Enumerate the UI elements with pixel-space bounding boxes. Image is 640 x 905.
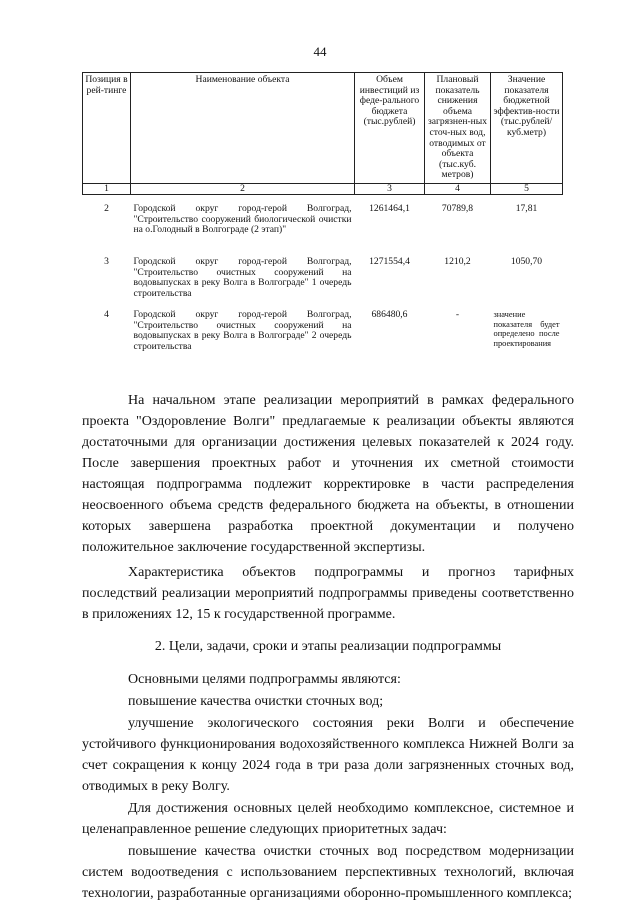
row-efficiency: значение показателя будет определено после проектирования bbox=[493, 309, 560, 348]
row-position: 2 bbox=[104, 202, 109, 214]
row-efficiency: 17,81 bbox=[515, 202, 538, 214]
row-investment: 1261464,1 bbox=[369, 202, 410, 214]
column-number: 5 bbox=[491, 183, 563, 194]
table-row bbox=[83, 194, 563, 248]
table-row bbox=[83, 301, 563, 354]
paragraph-goal-2: улучшение экологического состояния реки Волги и обеспечение устойчивого функционирования водохозяйственного комплекса Нижней Волги за счет сокращения к концу 2024 года в три раза доли загрязненных сточных вод, отводимых в реку Волгу. bbox=[82, 716, 574, 794]
paragraph-goal-1: повышение качества очистки сточных вод; bbox=[128, 694, 384, 709]
row-reduction: 1210,2 bbox=[444, 255, 471, 267]
row-efficiency: 1050,70 bbox=[510, 255, 543, 267]
paragraph-task-1: повышение качества очистки сточных вод посредством модернизации систем водоотведения с использованием перспективных технологий, включая технологии, разработанные организациями оборонно-промышленного комплекса; bbox=[82, 844, 574, 901]
header-investment: Объем инвестиций из феде-рального бюджета (тыс.рублей) bbox=[355, 73, 425, 184]
page-number: 44 bbox=[313, 44, 327, 59]
body-text bbox=[82, 390, 574, 904]
row-object-name: Городской округ город-герой Волгоград, "Строительство очистных сооружений на водовыпусках в реку Волга в Волгограде" 2 очередь строительства bbox=[133, 308, 352, 352]
row-position: 3 bbox=[104, 255, 109, 267]
row-reduction: - bbox=[455, 308, 460, 320]
header-object-name: Наименование объекта bbox=[131, 73, 355, 184]
row-investment: 1271554,4 bbox=[369, 255, 410, 267]
paragraph-initial-stage: На начальном этапе реализации мероприятий в рамках федерального проекта "Оздоровление Волги" предлагаемые к реализации объекты являются достаточными для организации достижения целевых показателей к 2024 году. После завершения проектных работ и уточнения их сметной стоимости настоящая подпрограмма подлежит корректировке в части распределения неосвоенного объема средств федерального бюджета на объекты, в отношении которых завершена разработка проектной документации и получено положительное заключение государственной экспертизы. bbox=[82, 393, 574, 555]
table-header-row bbox=[83, 73, 563, 184]
paragraph-tasks-intro: Для достижения основных целей необходимо комплексное, системное и целенаправленное решение следующих приоритетных задач: bbox=[82, 801, 574, 837]
column-number: 1 bbox=[83, 183, 131, 194]
column-number: 4 bbox=[425, 183, 491, 194]
header-position: Позиция в рей-тинге bbox=[83, 73, 131, 184]
header-reduction: Плановый показатель снижения объема загрязнен-ных сточ-ных вод, отводимых от объекта (тыс.куб. метров) bbox=[425, 73, 491, 184]
row-position: 4 bbox=[104, 308, 109, 320]
row-object-name: Городской округ город-герой Волгоград, "Строительство очистных сооружений на водовыпусках в реку Волга в Волгограде" 1 очередь строительства bbox=[133, 255, 352, 299]
row-investment: 686480,6 bbox=[371, 308, 408, 320]
table-row bbox=[83, 248, 563, 301]
column-number: 2 bbox=[131, 183, 355, 194]
section-heading: 2. Цели, задачи, сроки и этапы реализации подпрограммы bbox=[154, 639, 502, 654]
row-reduction: 70789,8 bbox=[441, 202, 474, 214]
table-column-numbers bbox=[83, 183, 563, 194]
header-efficiency: Значение показателя бюджетной эффектив-ности (тыс.рублей/ куб.метр) bbox=[491, 73, 563, 184]
row-object-name: Городской округ город-герой Волгоград, "Строительство сооружений биологической очистки на о.Голодный в Волгограде (2 этап)" bbox=[133, 202, 352, 236]
column-number: 3 bbox=[355, 183, 425, 194]
investment-table bbox=[82, 72, 563, 354]
paragraph-goals-intro: Основными целями подпрограммы являются: bbox=[128, 672, 401, 687]
paragraph-characteristics: Характеристика объектов подпрограммы и прогноз тарифных последствий реализации мероприятий подпрограммы приведены соответственно в приложениях 12, 15 к государственной программе. bbox=[82, 565, 574, 622]
